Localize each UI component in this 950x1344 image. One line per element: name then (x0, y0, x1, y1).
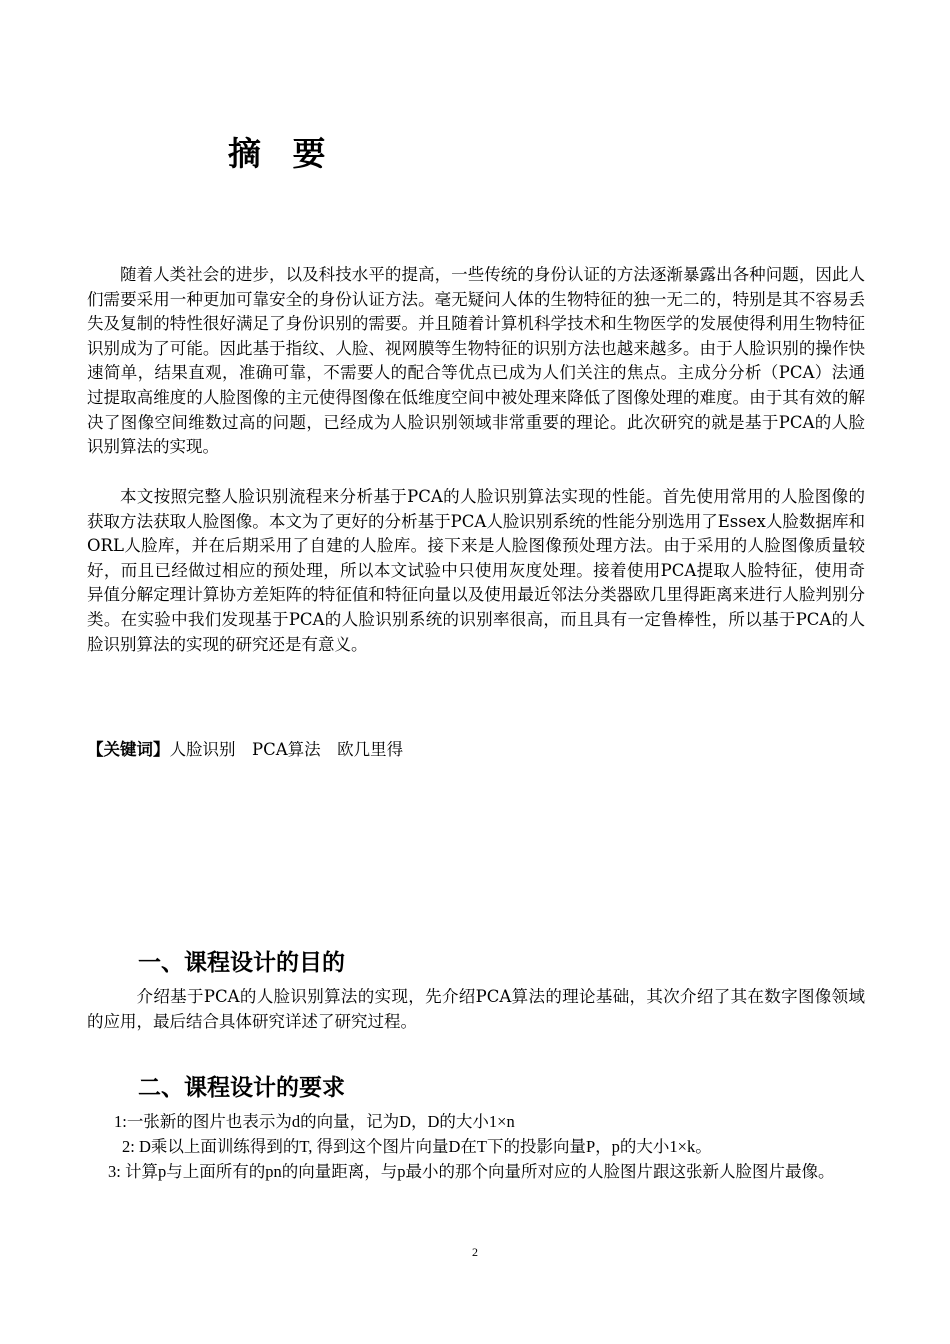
keywords-label: 【关键词】 (87, 740, 170, 759)
page-title: 摘 要 (228, 134, 336, 173)
abstract-paragraph-1: 随着人类社会的进步，以及科技水平的提高，一些传统的身份认证的方法逐渐暴露出各种问题，因此人们需要采用一种更加可靠安全的身份认证方法。毫无疑问人体的生物特征的独一无二的，特别是其不容易丢失及复制的特性很好满足了身份识别的需要。并且随着计算机科学技术和生物医学的发展使得利用生物特征识别成为了可能。因此基于指纹、人脸、视网膜等生物特征的识别方法也越来越多。由于人脸识别的操作快速简单，结果直观，准确可靠，不需要人的配合等优点已成为人们关注的焦点。主成分分析（PCA）法通过提取高维度的人脸图像的主元使得图像在低维度空间中被处理来降低了图像处理的难度。由于其有效的解决了图像空间维数过高的问题，已经成为人脸识别领域非常重要的理论。此次研究的就是基于PCA的人脸识别算法的实现。 (87, 265, 865, 457)
section-purpose-body: 介绍基于PCA的人脸识别算法的实现，先介绍PCA算法的理论基础，其次介绍了其在数字图像领域的应用，最后结合具体研究详述了研究过程。 (87, 987, 865, 1031)
keywords-line (87, 736, 403, 760)
keywords-items: 人脸识别 PCA算法 欧几里得 (169, 740, 404, 759)
section-heading-purpose: 一、课程设计的目的 (138, 950, 345, 976)
requirement-item: 2: D乘以上面训练得到的T, 得到这个图片向量D在T下的投影向量P，p的大小1×k。 (122, 1137, 712, 1156)
page-number: 2 (472, 1245, 478, 1259)
requirement-item: 3: 计算p与上面所有的pn的向量距离，与p最小的那个向量所对应的人脸图片跟这张新人脸图片最像。 (108, 1162, 835, 1181)
section-heading-requirements: 二、课程设计的要求 (138, 1075, 345, 1101)
requirement-item: 1:一张新的图片也表示为d的向量，记为D，D的大小1×n (114, 1112, 515, 1131)
abstract-paragraph-2: 本文按照完整人脸识别流程来分析基于PCA的人脸识别算法实现的性能。首先使用常用的人脸图像的获取方法获取人脸图像。本文为了更好的分析基于PCA人脸识别系统的性能分别选用了Essex人脸数据库和ORL人脸库，并在后期采用了自建的人脸库。接下来是人脸图像预处理方法。由于采用的人脸图像质量较好，而且已经做过相应的预处理，所以本文试验中只使用灰度处理。接着使用PCA提取人脸特征，使用奇异值分解定理计算协方差矩阵的特征值和特征向量以及使用最近邻法分类器欧几里得距离来进行人脸判别分类。在实验中我们发现基于PCA的人脸识别系统的识别率很高，而且具有一定鲁棒性，所以基于PCA的人脸识别算法的实现的研究还是有意义。 (87, 487, 865, 654)
